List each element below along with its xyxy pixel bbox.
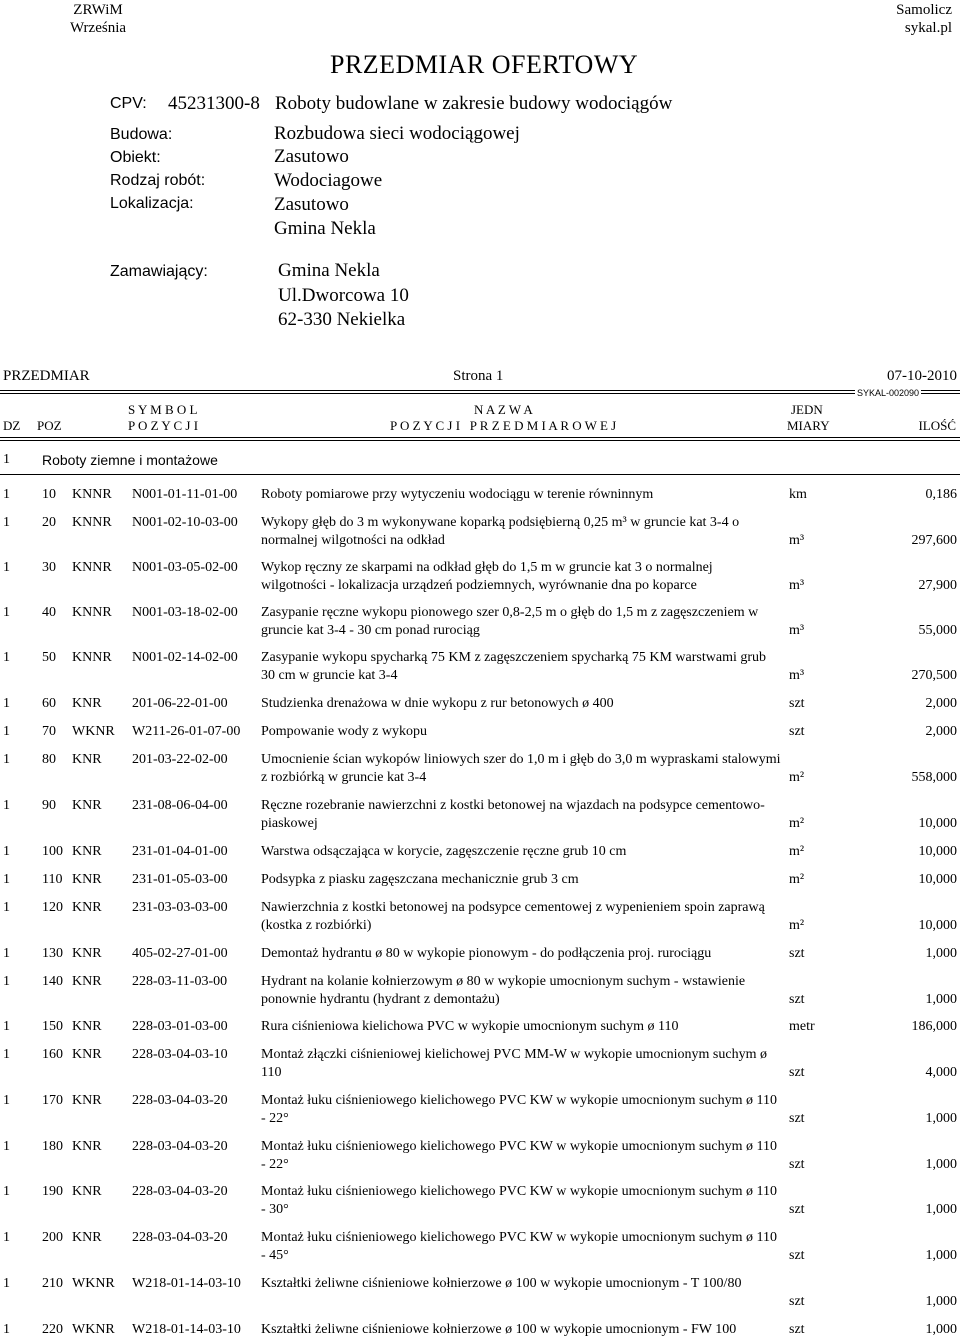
col-symbol-2: P O Z Y C J I — [128, 418, 199, 433]
row-catalog: WKNR — [72, 1322, 115, 1337]
lokalizacja-value-2: Gmina Nekla — [274, 218, 376, 239]
row-catalog: KNR — [72, 798, 102, 813]
row-name: Zasypanie ręczne wykopu pionowego szer 0,8-2,5 m o głęb do 1,5 m z zagęszczeniem w gruncie kat 3-4 - 30 cm ponad rurociąg — [261, 605, 759, 638]
row-code: 228-03-04-03-20 — [132, 1230, 228, 1245]
row-poz: 190 — [42, 1184, 63, 1199]
row-catalog: WKNR — [72, 724, 115, 739]
row-name: Wykop ręczny ze skarpami na odkład głęb do 1,5 m w gruncie kat 3 o normalnej wilgotności - lokalizacja urządzeń podziemnych, wyrównanie dna po koparce — [261, 560, 713, 593]
rodzaj-value: Wodociagowe — [274, 170, 383, 191]
section-dz: 1 — [3, 452, 10, 467]
row-code: 231-03-03-03-00 — [132, 900, 228, 915]
row-dz: 1 — [3, 605, 10, 620]
divider-section — [0, 474, 960, 475]
row-quantity: 1,000 — [925, 1248, 957, 1263]
row-dz: 1 — [3, 844, 10, 859]
row-unit: m² — [789, 770, 805, 785]
row-poz: 200 — [42, 1230, 63, 1245]
row-quantity: 2,000 — [925, 696, 957, 711]
page-number: Strona 1 — [453, 368, 504, 384]
row-poz: 90 — [42, 798, 56, 813]
row-dz: 1 — [3, 515, 10, 530]
przedmiar-label: PRZEDMIAR — [3, 368, 90, 384]
row-code: 231-01-04-01-00 — [132, 844, 228, 859]
col-jedn-2: MIARY — [787, 418, 830, 433]
page-title: PRZEDMIAR OFERTOWY — [330, 50, 639, 79]
divider-top — [0, 390, 960, 394]
row-name: Podsypka z piasku zagęszczana mechanicznie grub 3 cm — [261, 872, 579, 887]
row-catalog: KNR — [72, 872, 102, 887]
row-catalog: KNNR — [72, 515, 112, 530]
cpv-code: 45231300-8 — [168, 93, 260, 114]
row-code: 228-03-04-03-10 — [132, 1047, 228, 1062]
row-poz: 40 — [42, 605, 56, 620]
row-dz: 1 — [3, 1093, 10, 1108]
page-date: 07-10-2010 — [887, 368, 957, 384]
row-dz: 1 — [3, 798, 10, 813]
row-name: Roboty pomiarowe przy wytyczeniu wodociągu w terenie równinnym — [261, 487, 654, 502]
row-quantity: 1,000 — [925, 946, 957, 961]
row-unit: szt — [789, 1248, 805, 1263]
row-code: 228-03-04-03-20 — [132, 1184, 228, 1199]
row-poz: 150 — [42, 1019, 63, 1034]
row-poz: 20 — [42, 515, 56, 530]
row-code: 228-03-04-03-20 — [132, 1093, 228, 1108]
row-dz: 1 — [3, 872, 10, 887]
author-name: Samolicz — [896, 2, 952, 18]
company-name: ZRWiM — [73, 2, 123, 18]
row-quantity: 1,000 — [925, 1322, 957, 1337]
row-code: 228-03-11-03-00 — [132, 974, 228, 989]
row-name: Montaż złączki ciśnieniowej kielichowej PVC MM-W w wykopie umocnionym suchym ø 110 — [261, 1047, 767, 1080]
row-code: 201-06-22-01-00 — [132, 696, 228, 711]
row-code: W218-01-14-03-10 — [132, 1276, 241, 1291]
row-unit: szt — [789, 724, 805, 739]
budowa-value: Rozbudowa sieci wodociągowej — [274, 123, 520, 144]
row-name: Nawierzchnia z kostki betonowej na podsypce cementowej z wypenieniem spoin zaprawą (kostka z rozbiórki) — [261, 900, 765, 933]
row-unit: szt — [789, 1065, 805, 1080]
row-quantity: 186,000 — [911, 1019, 957, 1034]
row-poz: 10 — [42, 487, 56, 502]
row-catalog: WKNR — [72, 1276, 115, 1291]
row-unit: szt — [789, 1322, 805, 1337]
row-catalog: KNR — [72, 696, 102, 711]
row-unit: szt — [789, 1202, 805, 1217]
row-unit: szt — [789, 1294, 805, 1309]
row-poz: 120 — [42, 900, 63, 915]
row-name: Montaż łuku ciśnieniowego kielichowego PVC KW w wykopie umocnionym suchym ø 110 - 22° — [261, 1139, 777, 1172]
lokalizacja-value-1: Zasutowo — [274, 194, 349, 215]
rodzaj-label: Rodzaj robót: — [110, 172, 206, 189]
row-code: W211-26-01-07-00 — [132, 724, 241, 739]
obiekt-label: Obiekt: — [110, 149, 161, 166]
row-quantity: 558,000 — [911, 770, 957, 785]
row-name: Pompowanie wody z wykopu — [261, 724, 428, 739]
row-name: Zasypanie wykopu spycharką 75 KM z zagęszczeniem spycharką 75 KM warstwami grub 30 cm w gruncie kat 3-4 — [261, 650, 767, 683]
row-catalog: KNR — [72, 946, 102, 961]
row-poz: 110 — [42, 872, 63, 887]
row-code: N001-01-11-01-00 — [132, 487, 238, 502]
row-unit: m² — [789, 918, 805, 933]
row-dz: 1 — [3, 560, 10, 575]
row-code: 405-02-27-01-00 — [132, 946, 228, 961]
row-quantity: 0,186 — [925, 487, 957, 502]
row-name: Demontaż hydrantu ø 80 w wykopie pionowym - do podłączenia proj. rurociągu — [261, 946, 712, 961]
zamawiajacy-label: Zamawiający: — [110, 263, 208, 280]
row-name: Kształtki żeliwne ciśnieniowe kołnierzowe ø 100 w wykopie umocnionym - FW 100 — [261, 1322, 737, 1337]
row-quantity: 270,500 — [911, 668, 957, 683]
lokalizacja-label: Lokalizacja: — [110, 195, 194, 212]
row-quantity: 10,000 — [918, 872, 957, 887]
row-dz: 1 — [3, 1019, 10, 1034]
row-name: Ręczne rozebranie nawierzchni z kostki betonowej na wjazdach na podsypce cementowo-piaskowej — [261, 798, 765, 831]
row-dz: 1 — [3, 650, 10, 665]
row-dz: 1 — [3, 752, 10, 767]
row-code: 231-01-05-03-00 — [132, 872, 228, 887]
row-poz: 30 — [42, 560, 56, 575]
row-dz: 1 — [3, 1322, 10, 1337]
row-quantity: 10,000 — [918, 918, 957, 933]
row-dz: 1 — [3, 696, 10, 711]
company-city: Września — [69, 20, 127, 36]
row-code: N001-03-18-02-00 — [132, 605, 238, 620]
row-poz: 80 — [42, 752, 56, 767]
row-catalog: KNNR — [72, 560, 112, 575]
row-unit: m³ — [789, 623, 805, 638]
row-dz: 1 — [3, 974, 10, 989]
row-quantity: 1,000 — [925, 1202, 957, 1217]
row-catalog: KNR — [72, 1093, 102, 1108]
row-quantity: 10,000 — [918, 816, 957, 831]
row-name: Montaż łuku ciśnieniowego kielichowego PVC KW w wykopie umocnionym suchym ø 110 - 22° — [261, 1093, 777, 1126]
row-name: Hydrant na kolanie kołnierzowym ø 80 w wykopie umocnionym suchym - wstawienie ponownie hydrantu (hydrant z demontażu) — [261, 974, 746, 1007]
zamawiajacy-value-1: Gmina Nekla — [278, 260, 380, 281]
row-poz: 160 — [42, 1047, 63, 1062]
row-code: 228-03-01-03-00 — [132, 1019, 228, 1034]
row-poz: 170 — [42, 1093, 63, 1108]
row-dz: 1 — [3, 1047, 10, 1062]
row-dz: 1 — [3, 900, 10, 915]
obiekt-value: Zasutowo — [274, 146, 349, 167]
row-poz: 140 — [42, 974, 63, 989]
col-dz: DZ — [3, 418, 21, 433]
row-quantity: 1,000 — [925, 1294, 957, 1309]
divider-header — [0, 437, 960, 441]
sykal-code: SYKAL-002090 — [857, 388, 920, 398]
row-quantity: 2,000 — [925, 724, 957, 739]
row-poz: 60 — [42, 696, 56, 711]
row-unit: m² — [789, 872, 805, 887]
row-dz: 1 — [3, 1276, 10, 1291]
row-dz: 1 — [3, 946, 10, 961]
row-quantity: 4,000 — [925, 1065, 957, 1080]
row-code: N001-02-10-03-00 — [132, 515, 238, 530]
col-nazwa-1: N A Z W A — [474, 402, 533, 417]
row-poz: 210 — [42, 1276, 63, 1291]
row-unit: m³ — [789, 578, 805, 593]
row-catalog: KNR — [72, 1047, 102, 1062]
col-jedn-1: JEDN — [791, 402, 823, 417]
row-code: 201-03-22-02-00 — [132, 752, 228, 767]
row-quantity: 55,000 — [918, 623, 957, 638]
author-site: sykal.pl — [904, 20, 952, 36]
row-name: Kształtki żeliwne ciśnieniowe kołnierzowe ø 100 w wykopie umocnionym - T 100/80 — [261, 1276, 742, 1291]
row-poz: 70 — [42, 724, 56, 739]
row-poz: 220 — [42, 1322, 63, 1337]
row-catalog: KNNR — [72, 605, 112, 620]
row-quantity: 10,000 — [918, 844, 957, 859]
row-catalog: KNR — [72, 900, 102, 915]
row-name: Rura ciśnieniowa kielichowa PVC w wykopie umocnionym suchym ø 110 — [261, 1019, 679, 1034]
row-catalog: KNNR — [72, 650, 112, 665]
row-catalog: KNR — [72, 844, 102, 859]
col-nazwa-2: P O Z Y C J I P R Z E D M I A R O W E J — [390, 418, 617, 433]
row-poz: 130 — [42, 946, 63, 961]
cpv-desc: Roboty budowlane w zakresie budowy wodociągów — [275, 93, 673, 114]
row-quantity: 27,900 — [918, 578, 957, 593]
row-catalog: KNR — [72, 1184, 102, 1199]
row-code: 228-03-04-03-20 — [132, 1139, 228, 1154]
row-name: Wykopy głęb do 3 m wykonywane koparką podsiębierną 0,25 m³ w gruncie kat 3-4 o normalnej wilgotności na odkład — [261, 515, 740, 548]
row-name: Studzienka drenażowa w dnie wykopu z rur betonowych ø 400 — [261, 696, 614, 711]
author-block — [862, 2, 952, 36]
row-catalog: KNR — [72, 1019, 102, 1034]
row-unit: szt — [789, 1111, 805, 1126]
row-unit: m³ — [789, 668, 805, 683]
row-quantity: 1,000 — [925, 1157, 957, 1172]
row-unit: km — [789, 487, 807, 502]
row-dz: 1 — [3, 724, 10, 739]
row-poz: 180 — [42, 1139, 63, 1154]
cpv-label: CPV: — [110, 95, 147, 112]
zamawiajacy-value-2: Ul.Dworcowa 10 — [278, 285, 409, 306]
row-name: Montaż łuku ciśnieniowego kielichowego PVC KW w wykopie umocnionym suchym ø 110 - 45° — [261, 1230, 777, 1263]
row-catalog: KNR — [72, 752, 102, 767]
budowa-label: Budowa: — [110, 126, 173, 143]
col-ilosc: ILOŚĆ — [918, 418, 956, 433]
row-poz: 100 — [42, 844, 63, 859]
row-unit: szt — [789, 992, 805, 1007]
row-catalog: KNR — [72, 974, 102, 989]
col-symbol-1: S Y M B O L — [128, 402, 198, 417]
row-unit: metr — [789, 1019, 815, 1034]
row-name: Umocnienie ścian wykopów liniowych szer do 1,0 m i głęb do 3,0 m wypraskami stalowymi z rozbiórką w gruncie kat 3-4 — [261, 752, 781, 785]
row-catalog: KNNR — [72, 487, 112, 502]
zamawiajacy-value-3: 62-330 Nekielka — [278, 309, 406, 330]
row-unit: m² — [789, 844, 805, 859]
row-poz: 50 — [42, 650, 56, 665]
row-unit: szt — [789, 946, 805, 961]
row-unit: m² — [789, 816, 805, 831]
row-quantity: 1,000 — [925, 992, 957, 1007]
company-block — [62, 2, 134, 36]
row-code: 231-08-06-04-00 — [132, 798, 228, 813]
row-unit: m³ — [789, 533, 805, 548]
col-poz: POZ — [37, 418, 62, 433]
row-catalog: KNR — [72, 1230, 102, 1245]
row-code: W218-01-14-03-10 — [132, 1322, 241, 1337]
row-unit: szt — [789, 1157, 805, 1172]
row-dz: 1 — [3, 1184, 10, 1199]
row-dz: 1 — [3, 487, 10, 502]
row-catalog: KNR — [72, 1139, 102, 1154]
row-unit: szt — [789, 696, 805, 711]
row-quantity: 297,600 — [911, 533, 957, 548]
section-name: Roboty ziemne i montażowe — [42, 452, 218, 468]
row-dz: 1 — [3, 1230, 10, 1245]
row-code: N001-02-14-02-00 — [132, 650, 238, 665]
row-quantity: 1,000 — [925, 1111, 957, 1126]
row-dz: 1 — [3, 1139, 10, 1154]
row-name: Montaż łuku ciśnieniowego kielichowego PVC KW w wykopie umocnionym suchym ø 110 - 30° — [261, 1184, 777, 1217]
row-code: N001-03-05-02-00 — [132, 560, 238, 575]
row-name: Warstwa odsączająca w korycie, zagęszczenie ręczne grub 10 cm — [261, 844, 627, 859]
